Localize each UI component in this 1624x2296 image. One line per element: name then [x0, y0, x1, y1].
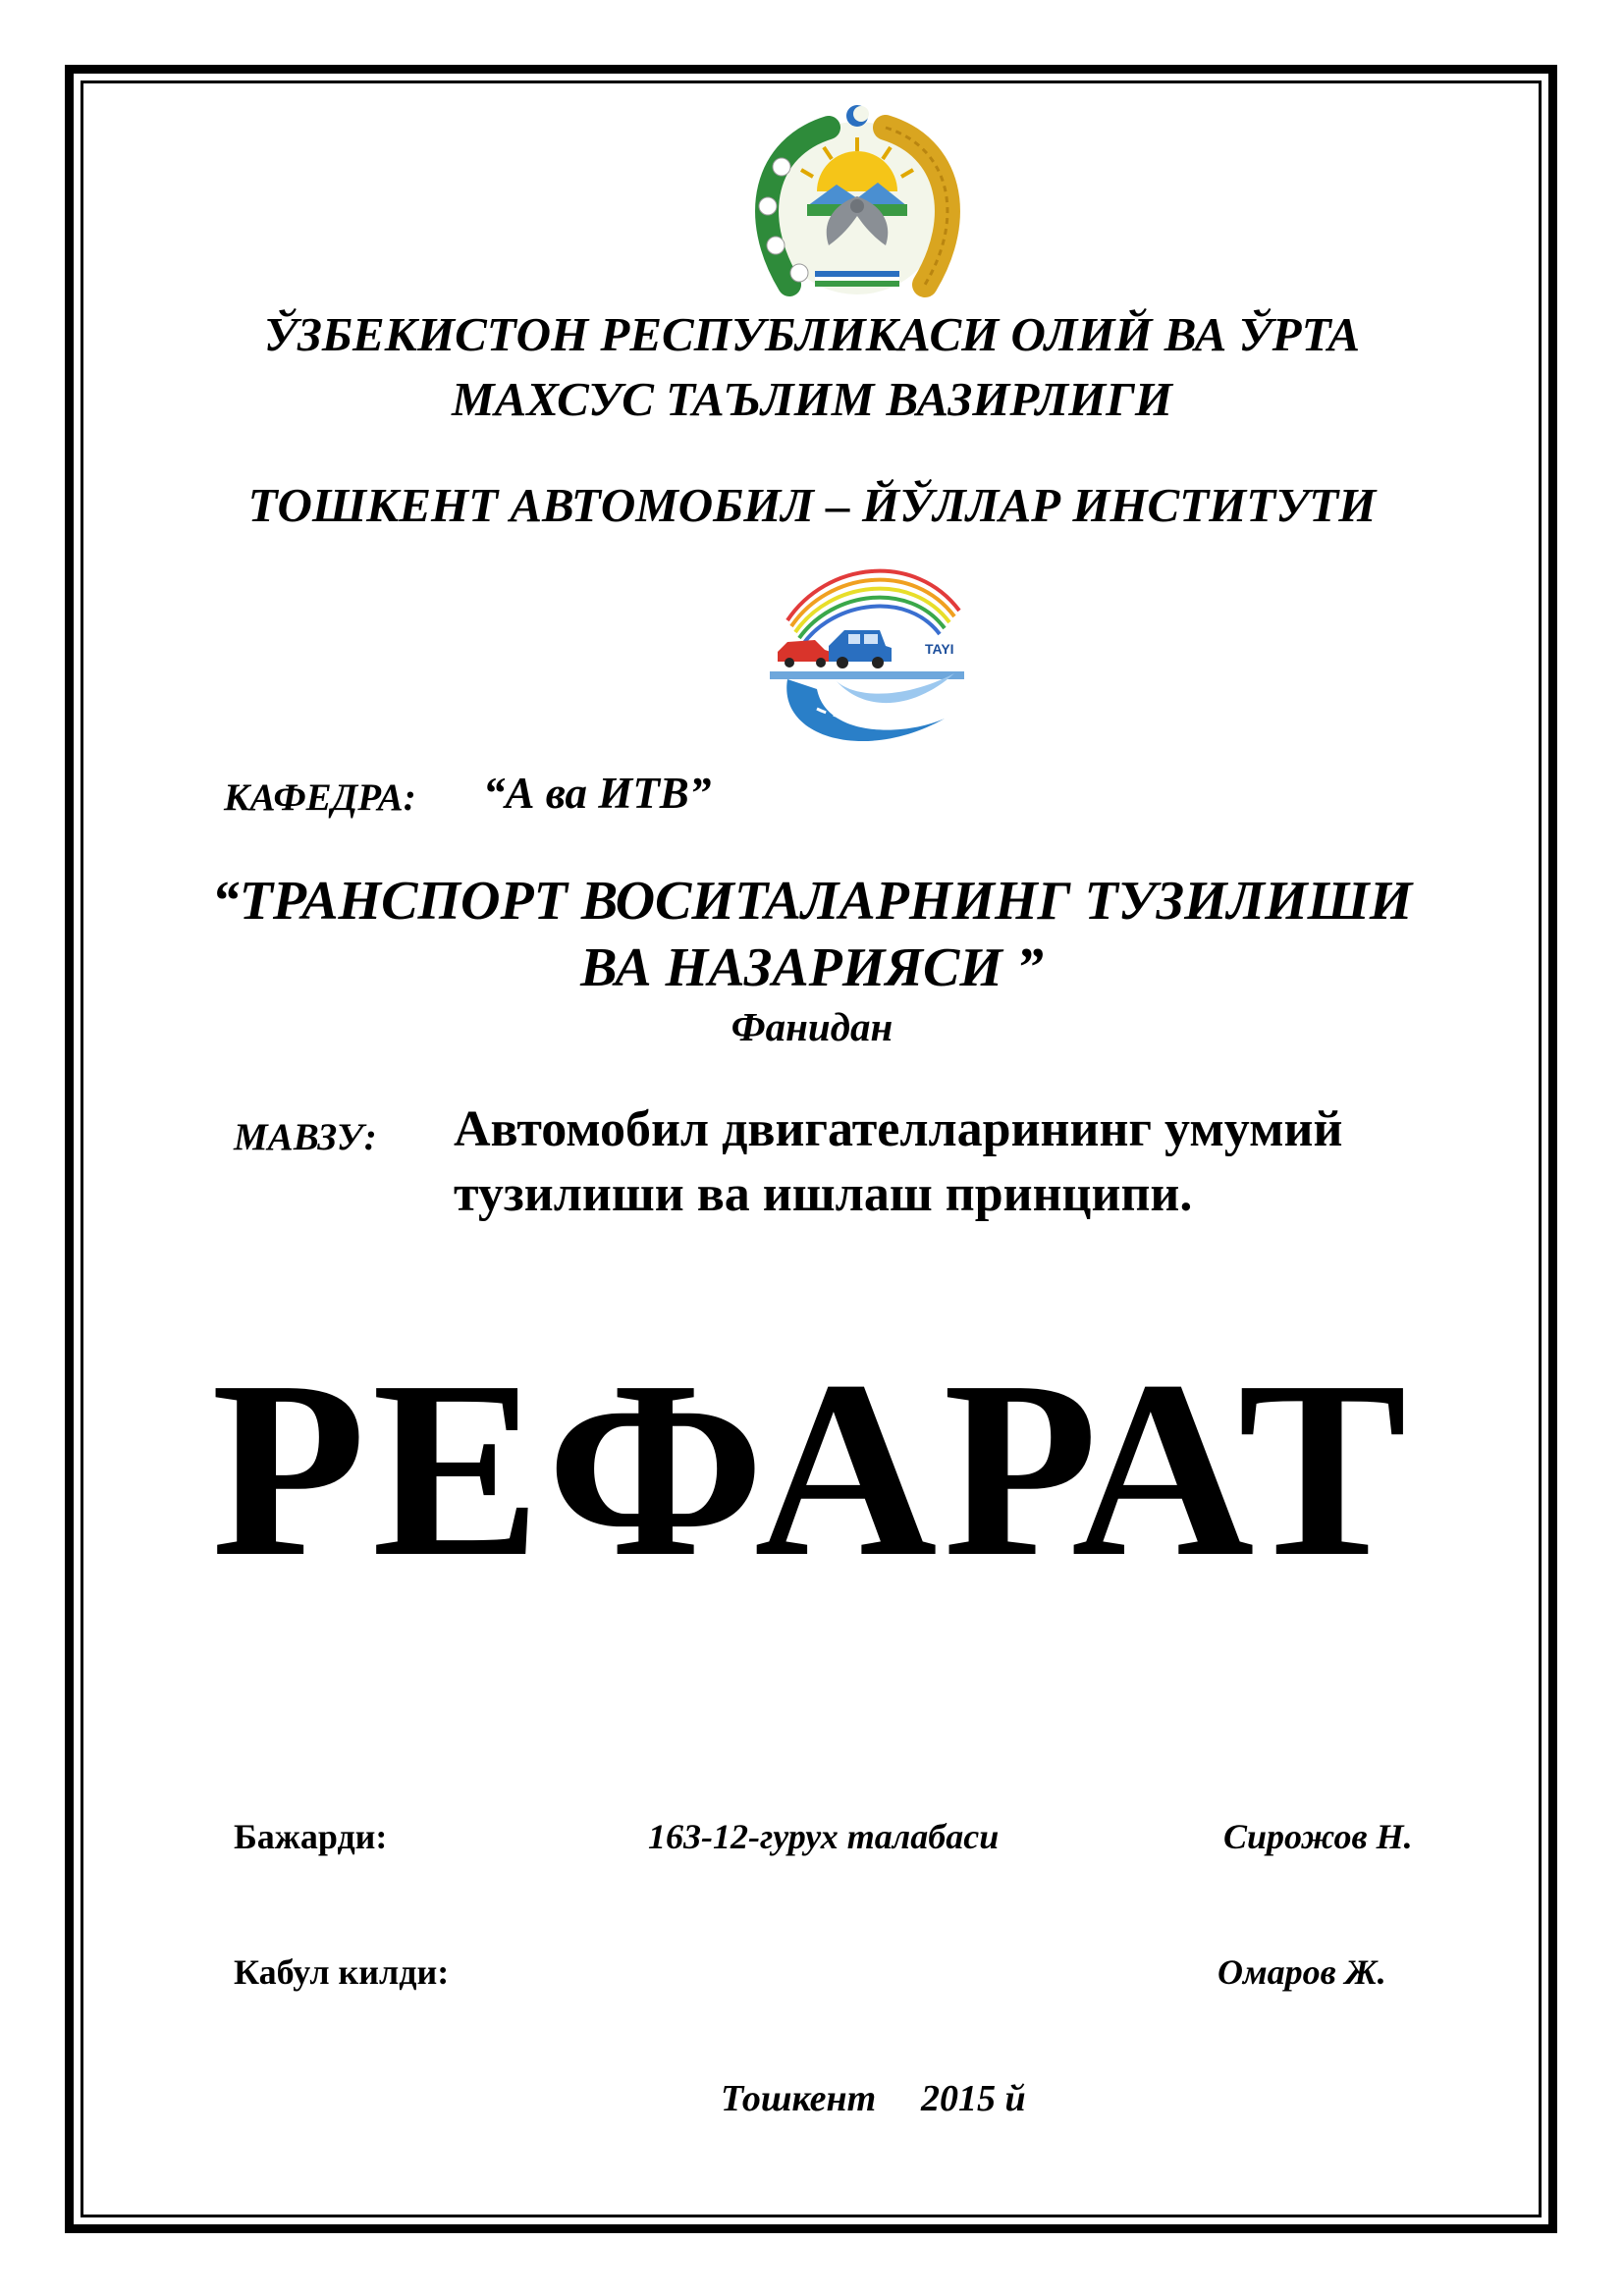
- kafedra-label: КАФЕДРА:: [224, 776, 416, 819]
- ministry-line-1: ЎЗБЕКИСТОН РЕСПУБЛИКАСИ ОЛИЙ ВА ЎРТА: [263, 307, 1361, 361]
- topic-text: [454, 1097, 1342, 1227]
- topic-label: МАВЗУ:: [234, 1116, 377, 1158]
- kafedra-value: “А ва ИТВ”: [483, 769, 712, 818]
- topic-line-2: тузилиши ва ишлаш принципи.: [454, 1166, 1193, 1222]
- performed-group: 163-12-гурух талабаси: [648, 1817, 1000, 1856]
- subject-title: [0, 868, 1624, 1001]
- svg-text:TAYI: TAYI: [925, 641, 954, 657]
- document-type-heading: РЕФАРАТ: [211, 1328, 1413, 1609]
- performed-name: Сирожов Н.: [1223, 1817, 1413, 1856]
- ministry-title: [0, 302, 1624, 432]
- subject-line-2: ВА НАЗАРИЯСИ ”: [580, 937, 1044, 998]
- institute-title: ТОШКЕНТ АВТОМОБИЛ – ЙЎЛЛАР ИНСТИТУТИ: [247, 478, 1377, 532]
- institute-logo-icon: [758, 552, 976, 760]
- state-emblem-icon: [738, 98, 976, 304]
- accepted-name: Омаров Ж.: [1218, 1952, 1386, 1992]
- topic-line-1: Автомобил двигателларининг умумий: [454, 1101, 1343, 1157]
- performed-label: Бажарди:: [234, 1817, 388, 1856]
- subject-suffix: Фанидан: [731, 1004, 893, 1049]
- accepted-label: Кабул килди:: [234, 1952, 450, 1992]
- ministry-line-2: МАХСУС ТАЪЛИМ ВАЗИРЛИГИ: [452, 372, 1172, 426]
- footer-city: Тошкент: [721, 2078, 877, 2119]
- subject-line-1: “ТРАНСПОРТ ВОСИТАЛАРНИНГ ТУЗИЛИШИ: [211, 871, 1413, 932]
- footer-year: 2015 й: [921, 2078, 1026, 2119]
